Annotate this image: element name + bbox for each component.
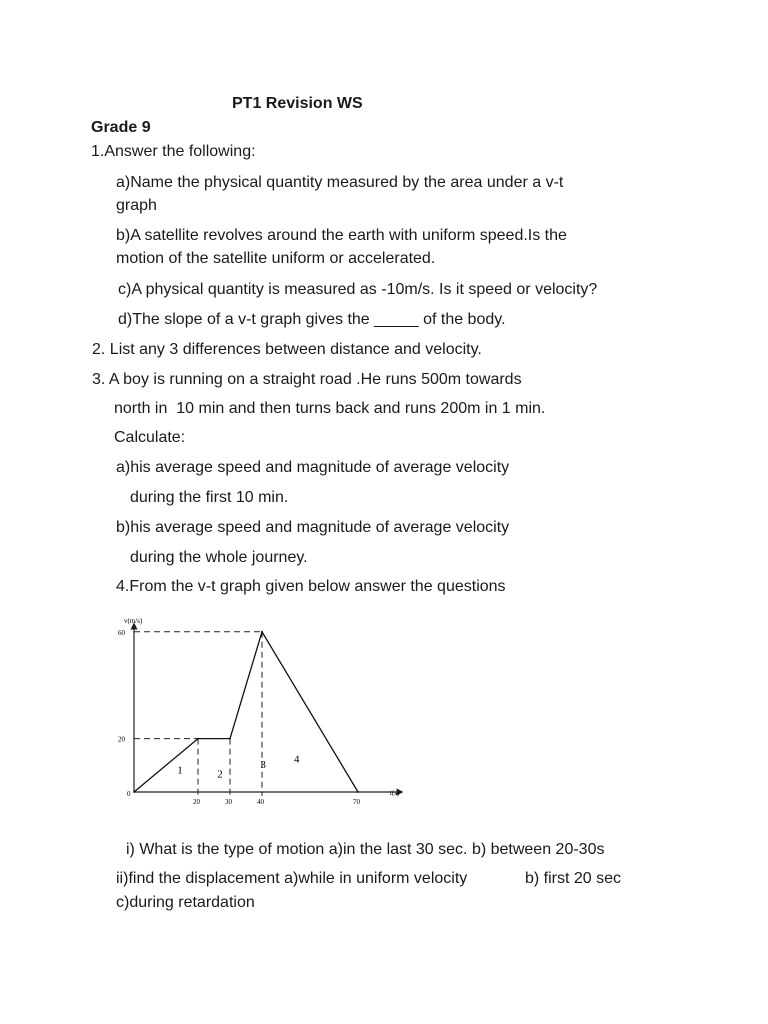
y-tick-60: 60	[118, 628, 125, 637]
data-point-4	[357, 791, 359, 793]
x-tick-70: 70	[353, 798, 360, 806]
page-title: PT1 Revision WS	[232, 95, 363, 112]
q1c: c)A physical quantity is measured as -10m/s. Is it speed or velocity?	[118, 281, 598, 298]
q3-line3: Calculate:	[114, 429, 186, 446]
q1a-line2: graph	[116, 197, 157, 214]
q2: 2. List any 3 differences between distance and velocity.	[92, 341, 482, 358]
origin-label: 0	[127, 790, 131, 798]
q4-ii-c: c)during retardation	[116, 894, 255, 911]
data-points	[133, 631, 359, 793]
vt-graph	[112, 612, 412, 812]
q3b-line1: b)his average speed and magnitude of average velocity	[116, 519, 510, 536]
x-tick-30: 30	[225, 798, 232, 806]
region-label-4: 4	[294, 753, 300, 766]
region-label-2: 2	[217, 768, 223, 781]
q1b-line1: b)A satellite revolves around the earth with uniform speed.Is the	[116, 227, 567, 244]
data-point-0	[133, 791, 135, 793]
x-tick-40: 40	[257, 798, 264, 806]
q1-heading: 1.Answer the following:	[91, 143, 256, 160]
q3a-line1: a)his average speed and magnitude of average velocity	[116, 459, 510, 476]
y-axis-label: v(m/s)	[124, 617, 143, 625]
data-point-2	[229, 738, 231, 740]
region-label-3: 3	[260, 758, 266, 771]
q4-ii-a: ii)find the displacement a)while in uniform velocity	[116, 870, 468, 887]
x-axis-label: t(s)	[390, 789, 400, 797]
q3-line1: 3. A boy is running on a straight road .He runs 500m towards	[92, 371, 522, 388]
data-point-3	[261, 631, 263, 633]
q4-ii-b: b) first 20 sec	[525, 870, 622, 887]
q1a-line1: a)Name the physical quantity measured by the area under a v-t	[116, 174, 564, 191]
region-label-1: 1	[177, 764, 183, 777]
q3b-line2: during the whole journey.	[130, 549, 308, 566]
data-point-1	[197, 738, 199, 740]
q1d: d)The slope of a v-t graph gives the _____ of the body.	[118, 311, 506, 328]
q3-line2: north in 10 min and then turns back and runs 200m in 1 min.	[114, 400, 546, 417]
region-labels	[177, 754, 300, 781]
q1b-line2: motion of the satellite uniform or accelerated.	[116, 250, 436, 267]
q4-i: i) What is the type of motion a)in the last 30 sec. b) between 20-30s	[126, 841, 605, 858]
q4-heading: 4.From the v-t graph given below answer the questions	[116, 578, 506, 595]
y-tick-20: 20	[118, 735, 125, 744]
tick-labels	[118, 629, 361, 806]
velocity-line	[134, 632, 358, 792]
q3a-line2: during the first 10 min.	[130, 489, 289, 506]
guide-lines	[134, 632, 262, 796]
x-tick-20: 20	[193, 798, 200, 806]
grade-label: Grade 9	[91, 119, 151, 136]
